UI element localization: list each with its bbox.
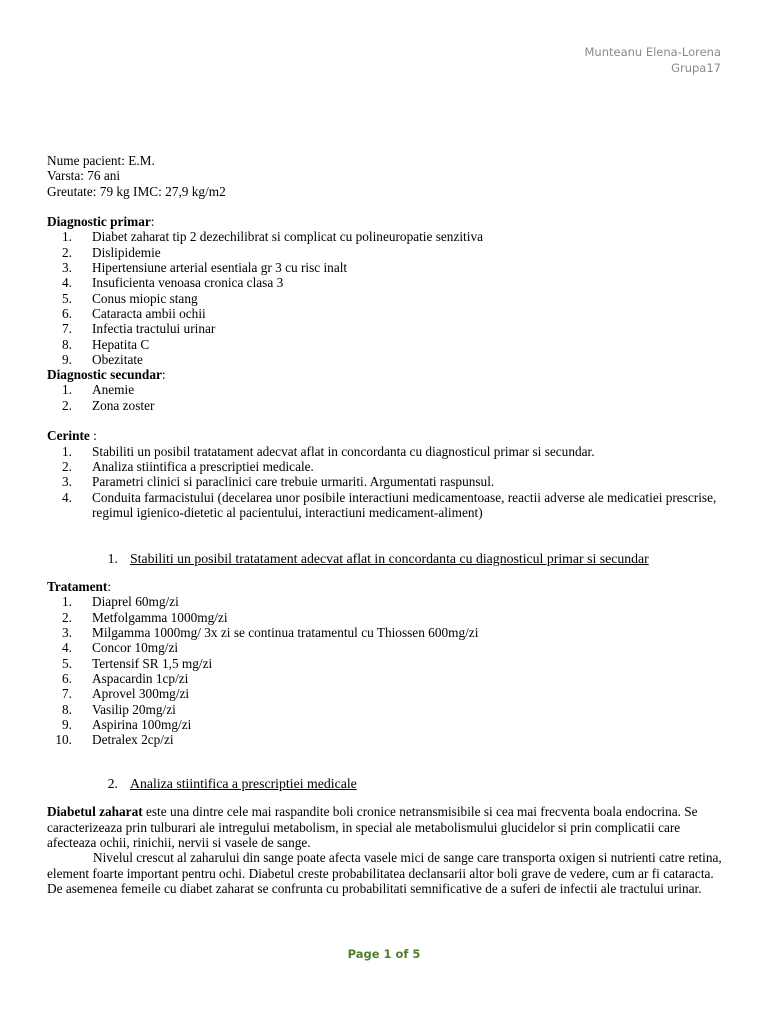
list-item: 2. Analiza stiintifica a prescriptiei medicale. [62, 458, 314, 474]
list-item: 9. Aspirina 100mg/zi [62, 716, 192, 732]
primary-diagnosis-heading: Diagnostic primar: [47, 214, 155, 230]
page-number: Page 1 of 5 [347, 947, 421, 961]
list-item: 4. Conduita farmacistului (decelarea unor posibile interactiuni medicamentoase, reactii adverse ale medicatiei prescrise, regimul igienico-dietetic al pacientului, interactiuni medicament-aliment) [62, 489, 717, 520]
list-item: 8. Vasilip 20mg/zi [62, 701, 176, 717]
requirements-title: Cerinte [47, 428, 90, 444]
list-item: 1. Diaprel 60mg/zi [62, 594, 179, 610]
requirements-list [47, 444, 727, 520]
list-item: 9. Obezitate [62, 351, 143, 367]
document-body [47, 153, 727, 896]
list-item: 7. Aprovel 300mg/zi [62, 686, 190, 702]
treatment-heading: Tratament: [47, 579, 112, 595]
list-item: 4. Insuficienta venoasa cronica clasa 3 [62, 275, 284, 291]
primary-diagnosis-title: Diagnostic primar [47, 214, 151, 230]
secondary-diagnosis-list [47, 382, 727, 413]
patient-weight: Greutate: 79 kg IMC: 27,9 kg/m2 [47, 183, 226, 199]
list-item: 6. Aspacardin 1cp/zi [62, 670, 189, 686]
list-item: 8. Hepatita C [62, 336, 150, 352]
list-item: 5. Conus miopic stang [62, 290, 198, 306]
page-header [584, 44, 721, 76]
author-name: Munteanu Elena-Lorena [584, 45, 721, 59]
list-item: 3. Milgamma 1000mg/ 3x zi se continua tratamentul cu Thiossen 600mg/zi [62, 625, 479, 641]
list-item: 1. Stabiliti un posibil tratatament adecvat aflat in concordanta cu diagnosticul primar si secundar. [62, 443, 595, 459]
secondary-diagnosis-title: Diagnostic secundar [47, 367, 162, 383]
primary-diagnosis-list [47, 229, 727, 367]
section-2-title: 2. Analiza stiintifica a prescriptiei medicale [107, 776, 357, 792]
analysis-paragraph-1: Diabetul zaharat este una dintre cele mai raspandite boli cronice netransmisibile si cea mai frecventa boala endocrina. Se caracterizeaza prin tulburari ale intregului metabolism, in special ale metabolismului glucidelor si prin complicatii care afecteaza ochii, rinichii, nervii si vasele de sange. [47, 804, 698, 850]
list-item: 2. Zona zoster [62, 397, 155, 413]
analysis-paragraph-2: Nivelul crescut al zaharului din sange poate afecta vasele mici de sange care transporta oxigen si nutrienti catre retina, element foarte important pentru ochi. Diabetul creste probabilitatea declansarii altor boli grave de vedere, cum ar fi cataracta. [47, 850, 722, 881]
list-item: 5. Tertensif SR 1,5 mg/zi [62, 655, 213, 671]
list-item: 3. Hipertensiune arterial esentiala gr 3 cu risc inalt [62, 260, 348, 276]
treatment-list [47, 594, 727, 747]
list-item: 4. Concor 10mg/zi [62, 640, 179, 656]
list-item: 6. Cataracta ambii ochii [62, 305, 206, 321]
section-1-title: 1. Stabiliti un posibil tratatament adecvat aflat in concordanta cu diagnosticul primar si secundar [107, 551, 649, 567]
patient-name: Nume pacient: E.M. [47, 153, 155, 168]
list-item: 1. Anemie [62, 382, 135, 398]
list-item: 1. Diabet zaharat tip 2 dezechilibrat si complicat cu polineuropatie senzitiva [62, 229, 483, 245]
list-item: 2. Metfolgamma 1000mg/zi [62, 609, 228, 625]
group-name: Grupa17 [671, 61, 721, 75]
analysis-paragraph-3: De asemenea femeile cu diabet zaharat se confrunta cu probabilitati semnificative de a suferi de infectii ale tractului urinar. [47, 880, 702, 896]
list-item: 10. Detralex 2cp/zi [55, 732, 174, 748]
treatment-title: Tratament [47, 579, 108, 595]
list-item: 7. Infectia tractului urinar [62, 321, 216, 337]
list-item: 3. Parametri clinici si paraclinici care trebuie urmariti. Argumentati raspunsul. [62, 474, 495, 490]
secondary-diagnosis-heading: Diagnostic secundar: [47, 367, 166, 383]
patient-age: Varsta: 76 ani [47, 168, 121, 184]
list-item: 2. Dislipidemie [62, 244, 161, 260]
requirements-heading: Cerinte : [47, 428, 97, 444]
